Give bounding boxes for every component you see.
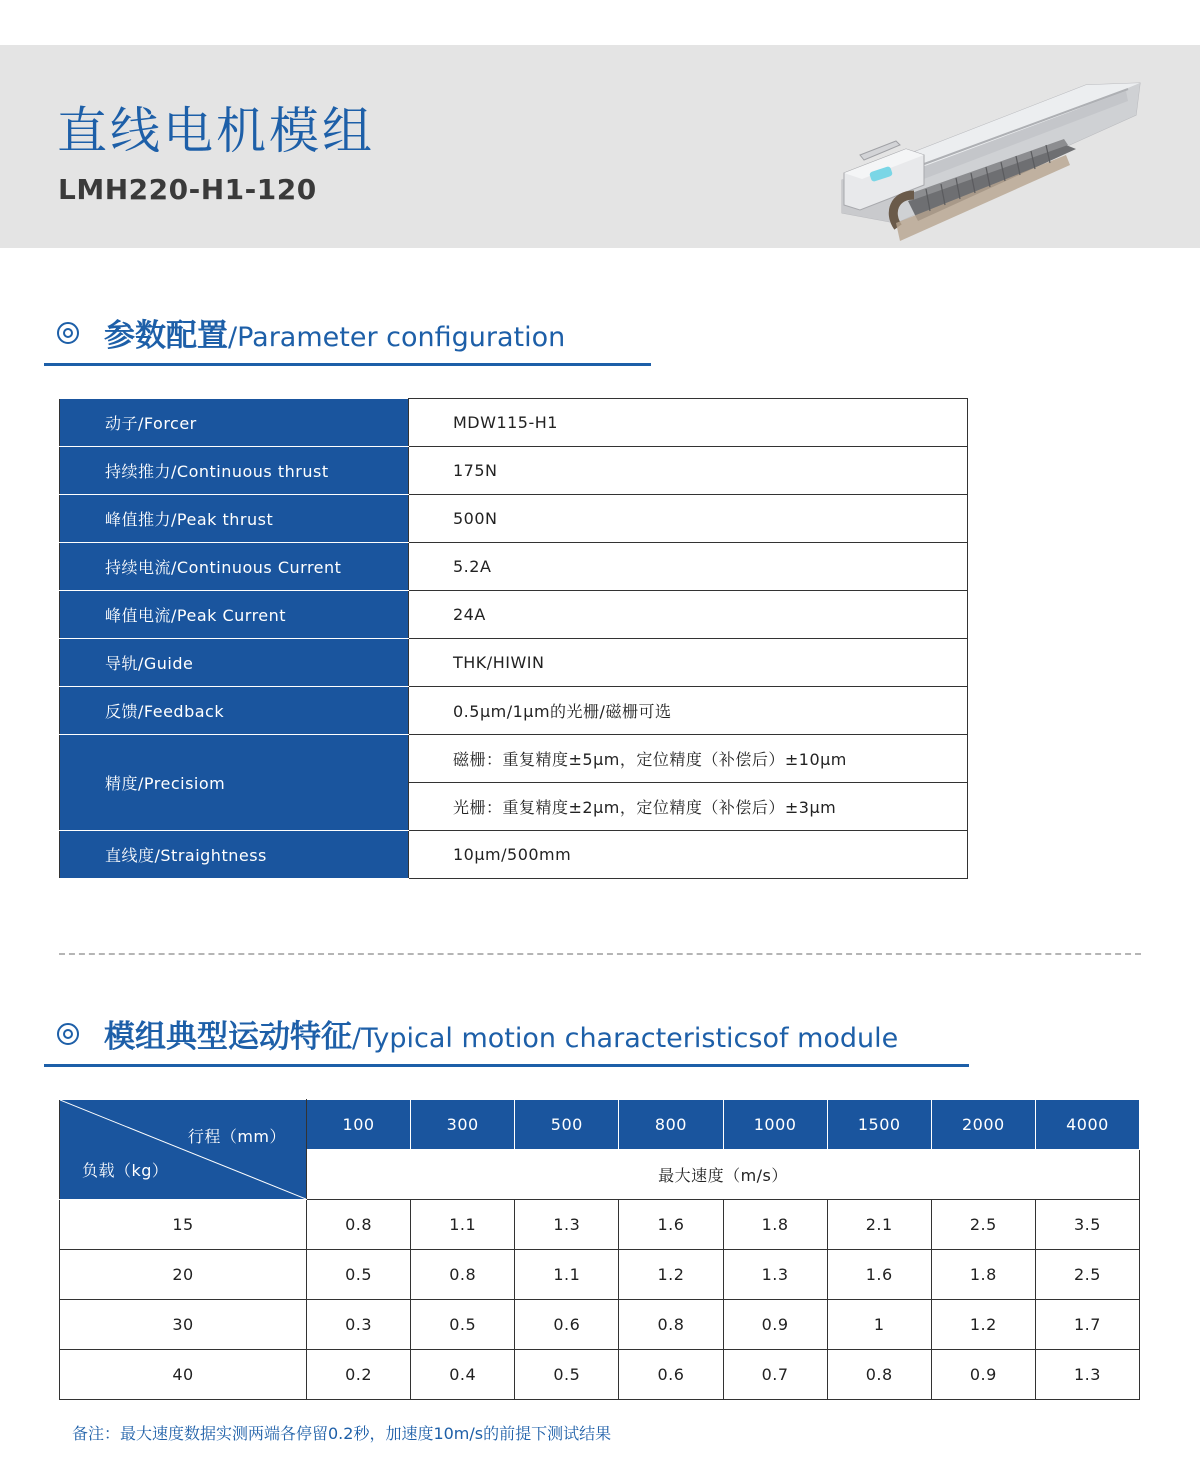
load-value: 30 bbox=[60, 1300, 307, 1350]
param-value: 175N bbox=[409, 447, 968, 495]
param-label: 精度/Precisiom bbox=[60, 735, 409, 831]
param-label: 直线度/Straightness bbox=[60, 831, 409, 879]
speed-cell: 0.9 bbox=[723, 1300, 827, 1350]
speed-cell: 0.2 bbox=[307, 1350, 411, 1400]
table-row bbox=[60, 1200, 1140, 1250]
param-value: MDW115-H1 bbox=[409, 399, 968, 447]
speed-cell: 1.2 bbox=[931, 1300, 1035, 1350]
speed-cell: 0.6 bbox=[619, 1350, 723, 1400]
param-value: 5.2A bbox=[409, 543, 968, 591]
table-row bbox=[60, 591, 968, 639]
table-corner-cell bbox=[60, 1100, 307, 1200]
stroke-value: 1000 bbox=[723, 1100, 827, 1150]
stroke-header: 行程（mm） bbox=[187, 1127, 286, 1146]
stroke-value: 4000 bbox=[1035, 1100, 1139, 1150]
param-value: 500N bbox=[409, 495, 968, 543]
model-number: LMH220-H1-120 bbox=[58, 173, 317, 206]
table-row bbox=[60, 399, 968, 447]
parameter-table bbox=[59, 398, 968, 879]
speed-cell: 1.3 bbox=[515, 1200, 619, 1250]
section-title: 模组典型运动特征/Typical motion characteristicsof module bbox=[104, 1019, 899, 1055]
header-banner bbox=[0, 45, 1200, 248]
speed-cell: 2.1 bbox=[827, 1200, 931, 1250]
linear-motor-module-image bbox=[836, 45, 1146, 248]
load-header: 负载（kg） bbox=[82, 1161, 169, 1180]
speed-cell: 0.7 bbox=[723, 1350, 827, 1400]
table-row bbox=[60, 687, 968, 735]
stroke-value: 300 bbox=[411, 1100, 515, 1150]
speed-cell: 2.5 bbox=[931, 1200, 1035, 1250]
speed-cell: 0.3 bbox=[307, 1300, 411, 1350]
speed-cell: 0.8 bbox=[827, 1350, 931, 1400]
speed-cell: 3.5 bbox=[1035, 1200, 1139, 1250]
section-title: 参数配置/Parameter configuration bbox=[104, 318, 566, 354]
speed-cell: 1.6 bbox=[619, 1200, 723, 1250]
section-underline bbox=[44, 1064, 969, 1067]
double-circle-icon bbox=[57, 1023, 79, 1045]
stroke-value: 2000 bbox=[931, 1100, 1035, 1150]
load-value: 40 bbox=[60, 1350, 307, 1400]
param-value: 10μm/500mm bbox=[409, 831, 968, 879]
param-value: 0.5μm/1μm的光栅/磁栅可选 bbox=[409, 687, 968, 735]
stroke-value: 800 bbox=[619, 1100, 723, 1150]
speed-cell: 0.8 bbox=[411, 1250, 515, 1300]
table-row bbox=[60, 447, 968, 495]
param-label: 峰值电流/Peak Current bbox=[60, 591, 409, 639]
speed-cell: 1.8 bbox=[723, 1200, 827, 1250]
stroke-value: 1500 bbox=[827, 1100, 931, 1150]
param-label: 持续推力/Continuous thrust bbox=[60, 447, 409, 495]
stroke-value: 500 bbox=[515, 1100, 619, 1150]
param-value: 24A bbox=[409, 591, 968, 639]
param-value: 磁栅：重复精度±5μm，定位精度（补偿后）±10μm bbox=[409, 735, 968, 783]
section-motion-heading bbox=[44, 1007, 969, 1067]
param-value: 光栅：重复精度±2μm，定位精度（补偿后）±3μm bbox=[409, 783, 968, 831]
speed-cell: 1.2 bbox=[619, 1250, 723, 1300]
double-circle-icon bbox=[57, 322, 79, 344]
speed-cell: 0.5 bbox=[411, 1300, 515, 1350]
diagonal-divider bbox=[60, 1100, 306, 1199]
speed-cell: 0.4 bbox=[411, 1350, 515, 1400]
speed-cell: 1.3 bbox=[723, 1250, 827, 1300]
speed-cell: 0.8 bbox=[619, 1300, 723, 1350]
table-header-row bbox=[60, 1100, 1140, 1150]
stroke-value: 100 bbox=[307, 1100, 411, 1150]
table-row bbox=[60, 831, 968, 879]
speed-cell: 1.6 bbox=[827, 1250, 931, 1300]
table-row bbox=[60, 1250, 1140, 1300]
speed-cell: 1.8 bbox=[931, 1250, 1035, 1300]
table-row bbox=[60, 543, 968, 591]
param-label: 持续电流/Continuous Current bbox=[60, 543, 409, 591]
table-row bbox=[60, 639, 968, 687]
speed-cell: 1 bbox=[827, 1300, 931, 1350]
speed-cell: 1.1 bbox=[411, 1200, 515, 1250]
speed-cell: 2.5 bbox=[1035, 1250, 1139, 1300]
load-value: 15 bbox=[60, 1200, 307, 1250]
table-row bbox=[60, 1300, 1140, 1350]
speed-cell: 0.8 bbox=[307, 1200, 411, 1250]
section-underline bbox=[44, 363, 651, 366]
param-value: THK/HIWIN bbox=[409, 639, 968, 687]
speed-cell: 1.1 bbox=[515, 1250, 619, 1300]
param-label: 动子/Forcer bbox=[60, 399, 409, 447]
motion-characteristics-table bbox=[59, 1099, 1140, 1400]
speed-cell: 0.5 bbox=[307, 1250, 411, 1300]
footnote: 备注：最大速度数据实测两端各停留0.2秒，加速度10m/s的前提下测试结果 bbox=[72, 1424, 612, 1443]
load-value: 20 bbox=[60, 1250, 307, 1300]
table-row bbox=[60, 1350, 1140, 1400]
param-label: 导轨/Guide bbox=[60, 639, 409, 687]
param-label: 峰值推力/Peak thrust bbox=[60, 495, 409, 543]
speed-cell: 0.9 bbox=[931, 1350, 1035, 1400]
param-label: 反馈/Feedback bbox=[60, 687, 409, 735]
section-parameter-heading bbox=[44, 306, 652, 366]
table-row bbox=[60, 735, 968, 783]
speed-cell: 0.5 bbox=[515, 1350, 619, 1400]
speed-cell: 0.6 bbox=[515, 1300, 619, 1350]
page-title: 直线电机模组 bbox=[57, 102, 375, 160]
speed-cell: 1.3 bbox=[1035, 1350, 1139, 1400]
table-row bbox=[60, 495, 968, 543]
dashed-divider bbox=[59, 953, 1141, 955]
max-speed-header: 最大速度（m/s） bbox=[307, 1150, 1140, 1200]
speed-cell: 1.7 bbox=[1035, 1300, 1139, 1350]
